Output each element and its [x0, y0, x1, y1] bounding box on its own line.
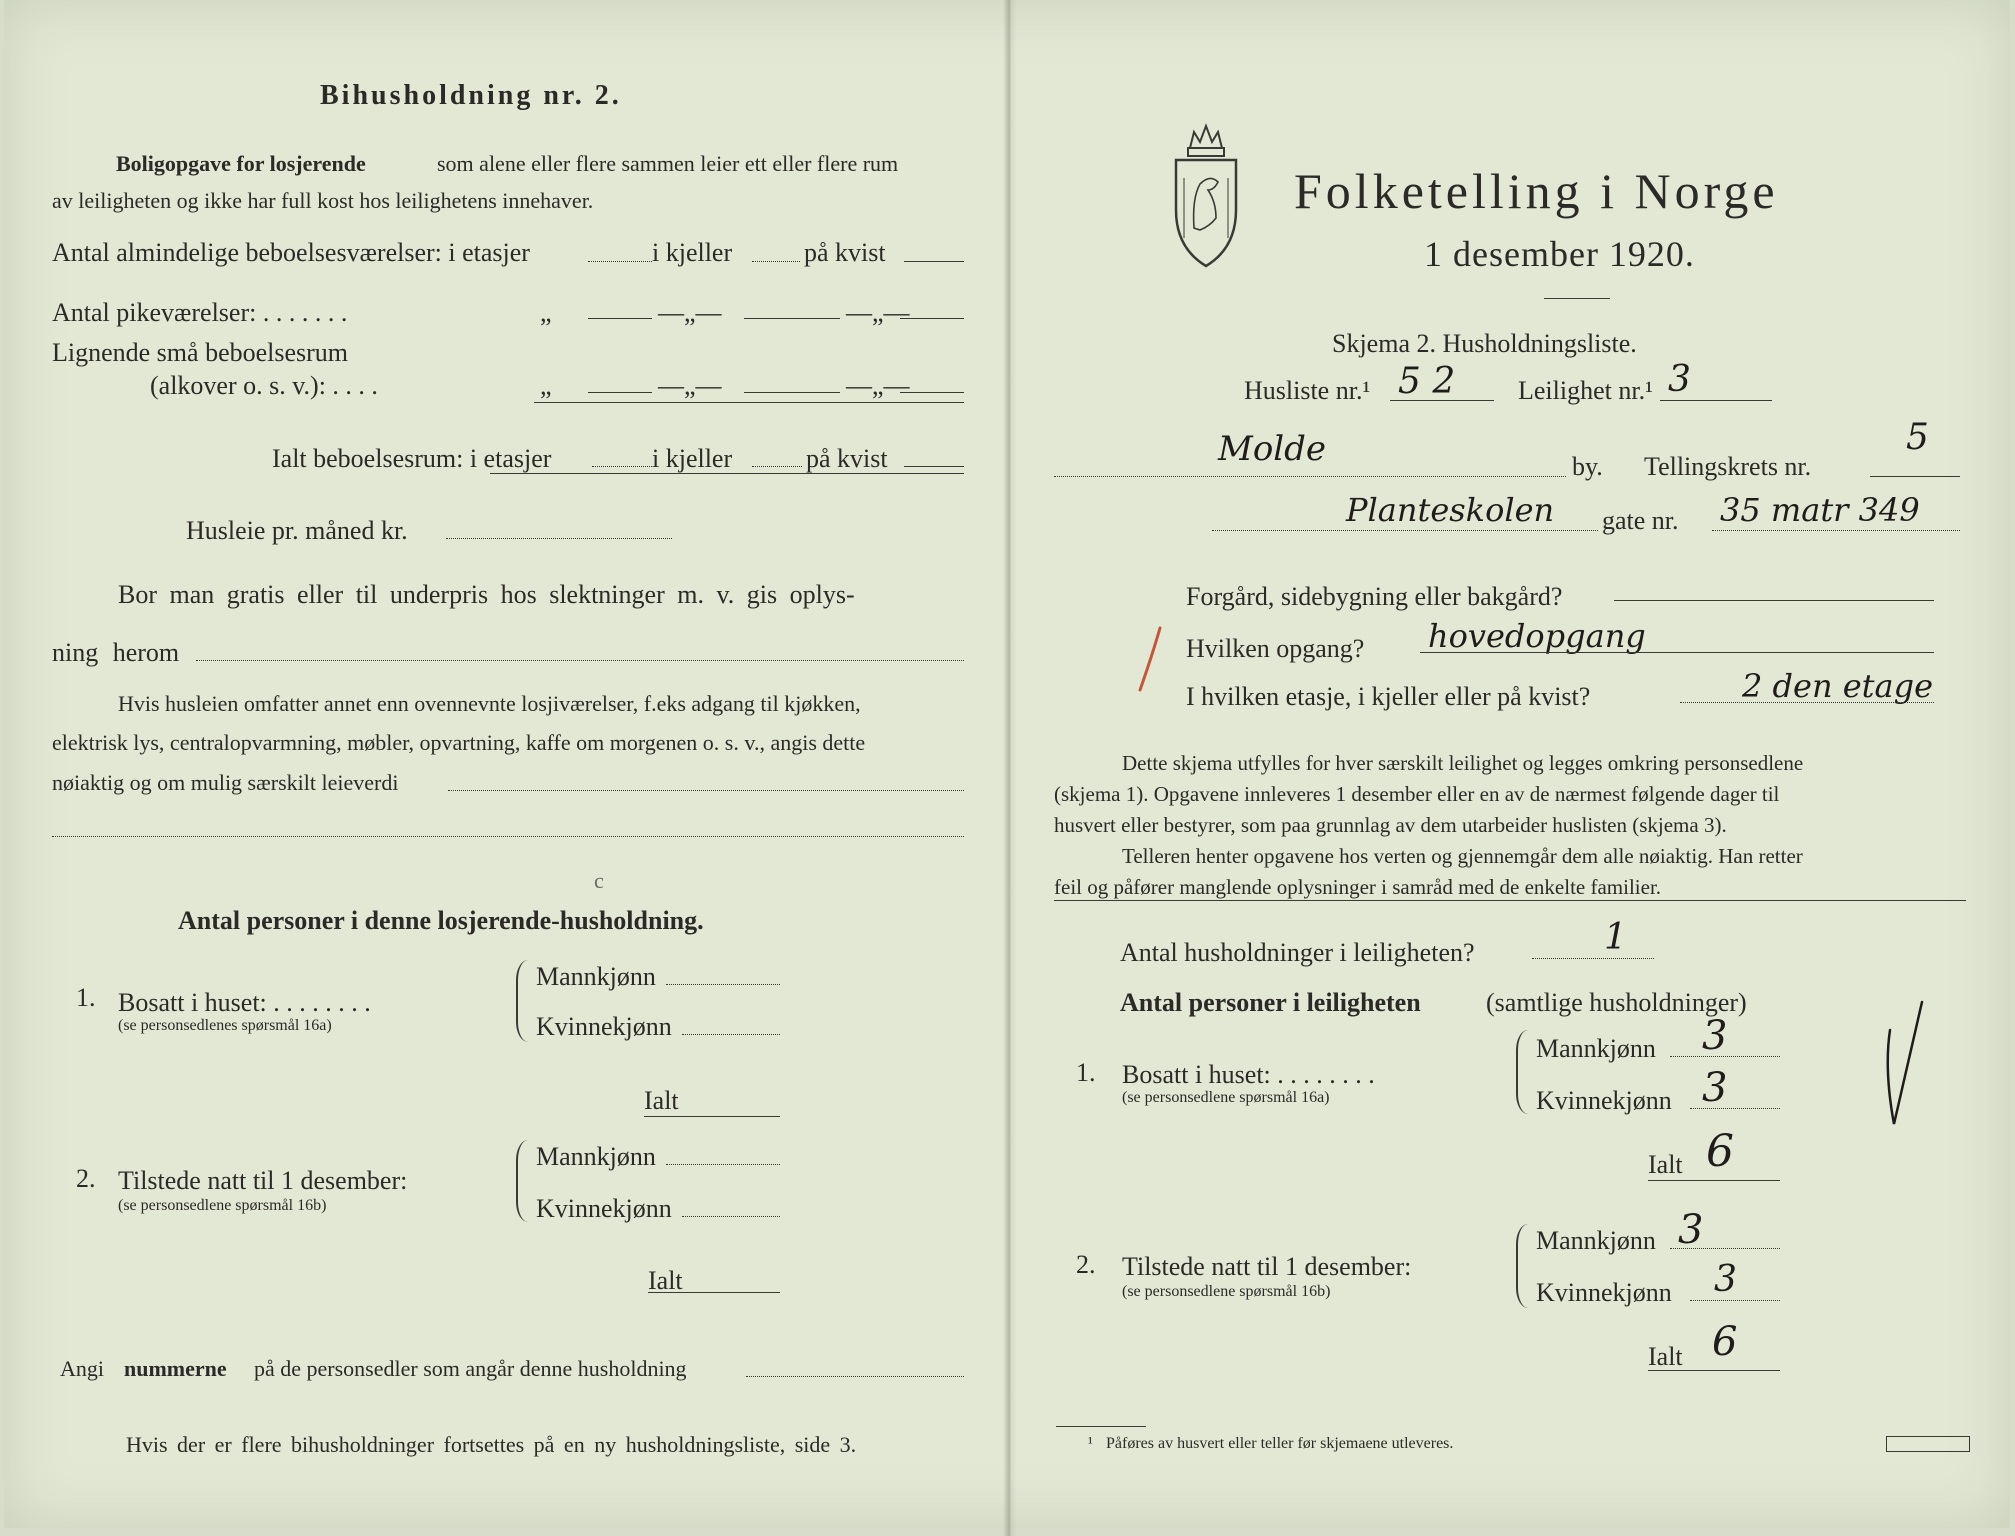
kvist-field[interactable]	[904, 261, 964, 262]
husliste-field	[1390, 400, 1494, 401]
right-t-kvinne-field	[1690, 1300, 1780, 1301]
dash-quote-2: —„—	[846, 298, 910, 327]
extra-field[interactable]	[52, 836, 964, 837]
tellingskrets-label: Tellingskrets nr.	[1644, 452, 1812, 481]
right-b-ialt-field	[1648, 1180, 1780, 1181]
city-field	[1054, 476, 1566, 477]
right-t-kvinne-value[interactable]: 3	[1714, 1259, 1737, 1300]
etasje-field	[1680, 702, 1934, 703]
right-item2-num: 2.	[1076, 1250, 1096, 1279]
right-t-ialt-value[interactable]: 6	[1712, 1319, 1738, 1365]
right-item1-sub: (se personsedlene spørsmål 16a)	[1122, 1089, 1330, 1106]
antal-alm-label: Antal almindelige beboelsesværelser: i etasjer	[52, 238, 530, 267]
instr-line-2: (skjema 1). Opgavene innleveres 1 desember eller en av de nærmest følgende dager til	[1054, 782, 1780, 806]
ialt-etasjer-field[interactable]	[592, 466, 652, 467]
ialt-i-kjeller-label: i kjeller	[652, 444, 733, 473]
left-heading: Bihusholdning nr. 2.	[320, 80, 622, 111]
antal-hush-field	[1532, 958, 1654, 959]
ialt-paa-kvist-label: på kvist	[806, 444, 888, 473]
etasjer-field[interactable]	[588, 261, 652, 262]
by-label: by.	[1572, 452, 1603, 481]
tellingskrets-value[interactable]: 5	[1906, 417, 1929, 458]
left-t-ialt-label: Ialt	[648, 1266, 683, 1295]
right-item2-sub: (se personsedlene spørsmål 16b)	[1122, 1283, 1331, 1300]
sum-rule	[534, 402, 964, 403]
antal-pike-label: Antal pikeværelser: . . . . . . .	[52, 298, 348, 327]
section-rule	[1054, 900, 1966, 901]
lign-etasjer-field[interactable]	[588, 392, 652, 393]
right-item2-label: Tilstede natt til 1 desember:	[1122, 1252, 1412, 1281]
title-rule	[1544, 298, 1610, 299]
forgaard-field[interactable]	[1614, 600, 1934, 601]
intro-line-1: som alene eller flere sammen leier ett eller flere rum	[437, 151, 899, 176]
right-t-ialt-field	[1648, 1370, 1780, 1371]
antal-pers-bold: Antal personer i leiligheten	[1120, 988, 1421, 1017]
right-b-kvinne-field	[1690, 1108, 1780, 1109]
antal-hush-value[interactable]: 1	[1604, 917, 1627, 958]
ialt-kvist-field[interactable]	[904, 466, 964, 467]
gate-value[interactable]: 35 matr 349	[1720, 491, 1920, 529]
stray-mark: c	[594, 868, 604, 893]
opgang-label: Hvilken opgang?	[1186, 634, 1365, 663]
leilighet-label: Leilighet nr.¹	[1518, 376, 1653, 405]
etasje-label: I hvilken etasje, i kjeller eller på kvist?	[1186, 682, 1591, 711]
right-item1-label: Bosatt i huset: . . . . . . . .	[1122, 1060, 1375, 1089]
ialt-beboelse-label: Ialt beboelsesrum: i etasjer	[272, 444, 552, 473]
husleie-label: Husleie pr. måned kr.	[186, 516, 408, 545]
instr-line-5: feil og påfører manglende oplysninger i samråd med de enkelte familier.	[1054, 875, 1662, 899]
right-t-mann-value[interactable]: 3	[1678, 1207, 1704, 1253]
opgang-value[interactable]: hovedopgang	[1428, 617, 1646, 655]
intro-bold: Boligopgave for losjerende	[116, 151, 366, 176]
census-title: Folketelling i Norge	[1294, 163, 1779, 219]
leieverdi-field[interactable]	[448, 790, 964, 791]
angi-pre: Angi	[60, 1356, 104, 1381]
left-item1-num: 1.	[76, 983, 96, 1012]
bor-man-field[interactable]	[196, 660, 964, 661]
forgaard-label: Forgård, sidebygning eller bakgård?	[1186, 582, 1563, 611]
pike-kvist-field[interactable]	[900, 318, 964, 319]
right-brace-1	[1516, 1030, 1530, 1114]
left-footer: Hvis der er flere bihusholdninger fortsettes på en ny husholdningsliste, side 3.	[126, 1432, 857, 1457]
instr-line-1: Dette skjema utfylles for hver særskilt leilighet og legges omkring personsedlene	[1122, 751, 1804, 775]
antal-pers-rest: (samtlige husholdninger)	[1486, 988, 1747, 1017]
right-item1-num: 1.	[1076, 1058, 1096, 1087]
left-item2-label: Tilstede natt til 1 desember:	[118, 1166, 408, 1195]
left-b-kvinne-field[interactable]	[682, 1034, 780, 1035]
left-antal-personer: Antal personer i denne losjerende-husholdning.	[178, 906, 704, 935]
city-value[interactable]: Molde	[1218, 429, 1327, 469]
right-b-kvinne-value[interactable]: 3	[1702, 1065, 1728, 1111]
right-t-kvinne-label: Kvinnekjønn	[1536, 1278, 1672, 1307]
left-brace-2	[516, 1140, 530, 1222]
quote-mark-1: „	[540, 298, 552, 327]
coat-of-arms-icon	[1170, 118, 1242, 270]
left-brace-1	[516, 960, 530, 1042]
hvis-line-3: nøiaktig og om mulig særskilt leieverdi	[52, 770, 399, 795]
lign-kjeller-field[interactable]	[744, 392, 840, 393]
intro-line-2: av leiligheten og ikke har full kost hos leilighetens innehaver.	[52, 188, 594, 213]
check-mark-icon	[1132, 624, 1166, 694]
pike-kjeller-field[interactable]	[744, 318, 840, 319]
footnote-num: ¹	[1088, 1435, 1093, 1452]
skjema-label: Skjema 2. Husholdningsliste.	[1332, 329, 1637, 358]
quote-mark-2: „	[540, 371, 552, 400]
left-item1-label: Bosatt i huset: . . . . . . . .	[118, 988, 371, 1017]
dash-quote-1: —„—	[658, 298, 722, 327]
paa-kvist-label: på kvist	[804, 238, 886, 267]
left-t-kvinne-label: Kvinnekjønn	[536, 1194, 672, 1223]
left-b-kvinne-label: Kvinnekjønn	[536, 1012, 672, 1041]
right-t-mann-label: Mannkjønn	[1536, 1226, 1656, 1255]
tellingskrets-field	[1870, 476, 1960, 477]
left-t-kvinne-field[interactable]	[682, 1216, 780, 1217]
gate-label: gate nr.	[1602, 506, 1679, 535]
husleie-field[interactable]	[446, 538, 672, 539]
left-item1-sub: (se personsedlenes spørsmål 16a)	[118, 1017, 332, 1034]
left-t-ialt-field[interactable]	[648, 1292, 780, 1293]
right-b-ialt-value[interactable]: 6	[1706, 1126, 1734, 1177]
footnote-text: Påføres av husvert eller teller før skjemaene utleveres.	[1106, 1435, 1454, 1452]
right-b-mann-label: Mannkjønn	[1536, 1034, 1656, 1063]
right-b-mann-value[interactable]: 3	[1702, 1013, 1728, 1059]
husliste-label: Husliste nr.¹	[1244, 376, 1371, 405]
ialt-kjeller-field[interactable]	[752, 466, 802, 467]
angi-post: på de personsedler som angår denne husholdning	[254, 1356, 687, 1381]
instr-line-3: husvert eller bestyrer, som paa grunnlag av dem utarbeider huslisten (skjema 3).	[1054, 813, 1727, 837]
right-b-kvinne-label: Kvinnekjønn	[1536, 1086, 1672, 1115]
husliste-value[interactable]: 5 2	[1398, 361, 1456, 402]
left-b-mann-field[interactable]	[666, 984, 780, 985]
tally-mark-icon	[1870, 990, 1930, 1140]
left-b-mann-label: Mannkjønn	[536, 962, 656, 991]
ialt-rule	[490, 473, 964, 474]
pike-etasjer-field[interactable]	[588, 318, 652, 319]
lign-kvist-field[interactable]	[900, 392, 964, 393]
leilighet-field	[1660, 400, 1772, 401]
right-t-mann-field	[1670, 1248, 1780, 1249]
lignende-label-1: Lignende små beboelsesrum	[52, 338, 349, 367]
footnote-rule	[1056, 1426, 1146, 1427]
left-item2-num: 2.	[76, 1164, 96, 1193]
kjeller-field[interactable]	[752, 261, 800, 262]
left-b-ialt-label: Ialt	[644, 1086, 679, 1115]
left-t-mann-label: Mannkjønn	[536, 1142, 656, 1171]
right-b-ialt-label: Ialt	[1648, 1150, 1683, 1179]
street-value[interactable]: Planteskolen	[1346, 491, 1555, 529]
instr-line-4: Telleren henter opgavene hos verten og gjennemgår dem alle nøiaktig. Han retter	[1122, 844, 1803, 868]
page-fold	[1003, 0, 1017, 1536]
left-item2-sub: (se personsedlene spørsmål 16b)	[118, 1197, 327, 1214]
leilighet-value[interactable]: 3	[1668, 359, 1691, 400]
census-date: 1 desember 1920.	[1424, 234, 1695, 274]
bor-man-line-2: ning herom	[52, 638, 180, 667]
street-field	[1212, 530, 1598, 531]
hvis-line-1: Hvis husleien omfatter annet enn ovennevnte losjiværelser, f.eks adgang til kjøkken,	[118, 691, 861, 716]
instructions	[1054, 748, 1964, 903]
left-b-ialt-field[interactable]	[644, 1116, 780, 1117]
printer-stamp	[1886, 1436, 1970, 1452]
bor-man-line-1: Bor man gratis eller til underpris hos slektninger m. v. gis oplys-	[118, 580, 855, 609]
lignende-label-2: (alkover o. s. v.): . . . .	[150, 371, 378, 400]
opgang-field	[1420, 652, 1934, 653]
i-kjeller-label: i kjeller	[652, 238, 733, 267]
hvis-line-2: elektrisk lys, centralopvarmning, møbler, opvartning, kaffe om morgenen o. s. v., angis dette	[52, 730, 866, 755]
angi-bold: nummerne	[124, 1356, 227, 1381]
dash-quote-3: —„—	[658, 371, 722, 400]
antal-hush-label: Antal husholdninger i leiligheten?	[1120, 938, 1475, 967]
left-t-mann-field[interactable]	[666, 1164, 780, 1165]
etasje-value[interactable]: 2 den etage	[1742, 667, 1934, 705]
gate-field	[1712, 530, 1960, 531]
angi-field[interactable]	[746, 1376, 964, 1377]
dash-quote-4: —„—	[846, 371, 910, 400]
right-t-ialt-label: Ialt	[1648, 1342, 1683, 1371]
right-b-mann-field	[1670, 1056, 1780, 1057]
right-brace-2	[1516, 1224, 1530, 1308]
